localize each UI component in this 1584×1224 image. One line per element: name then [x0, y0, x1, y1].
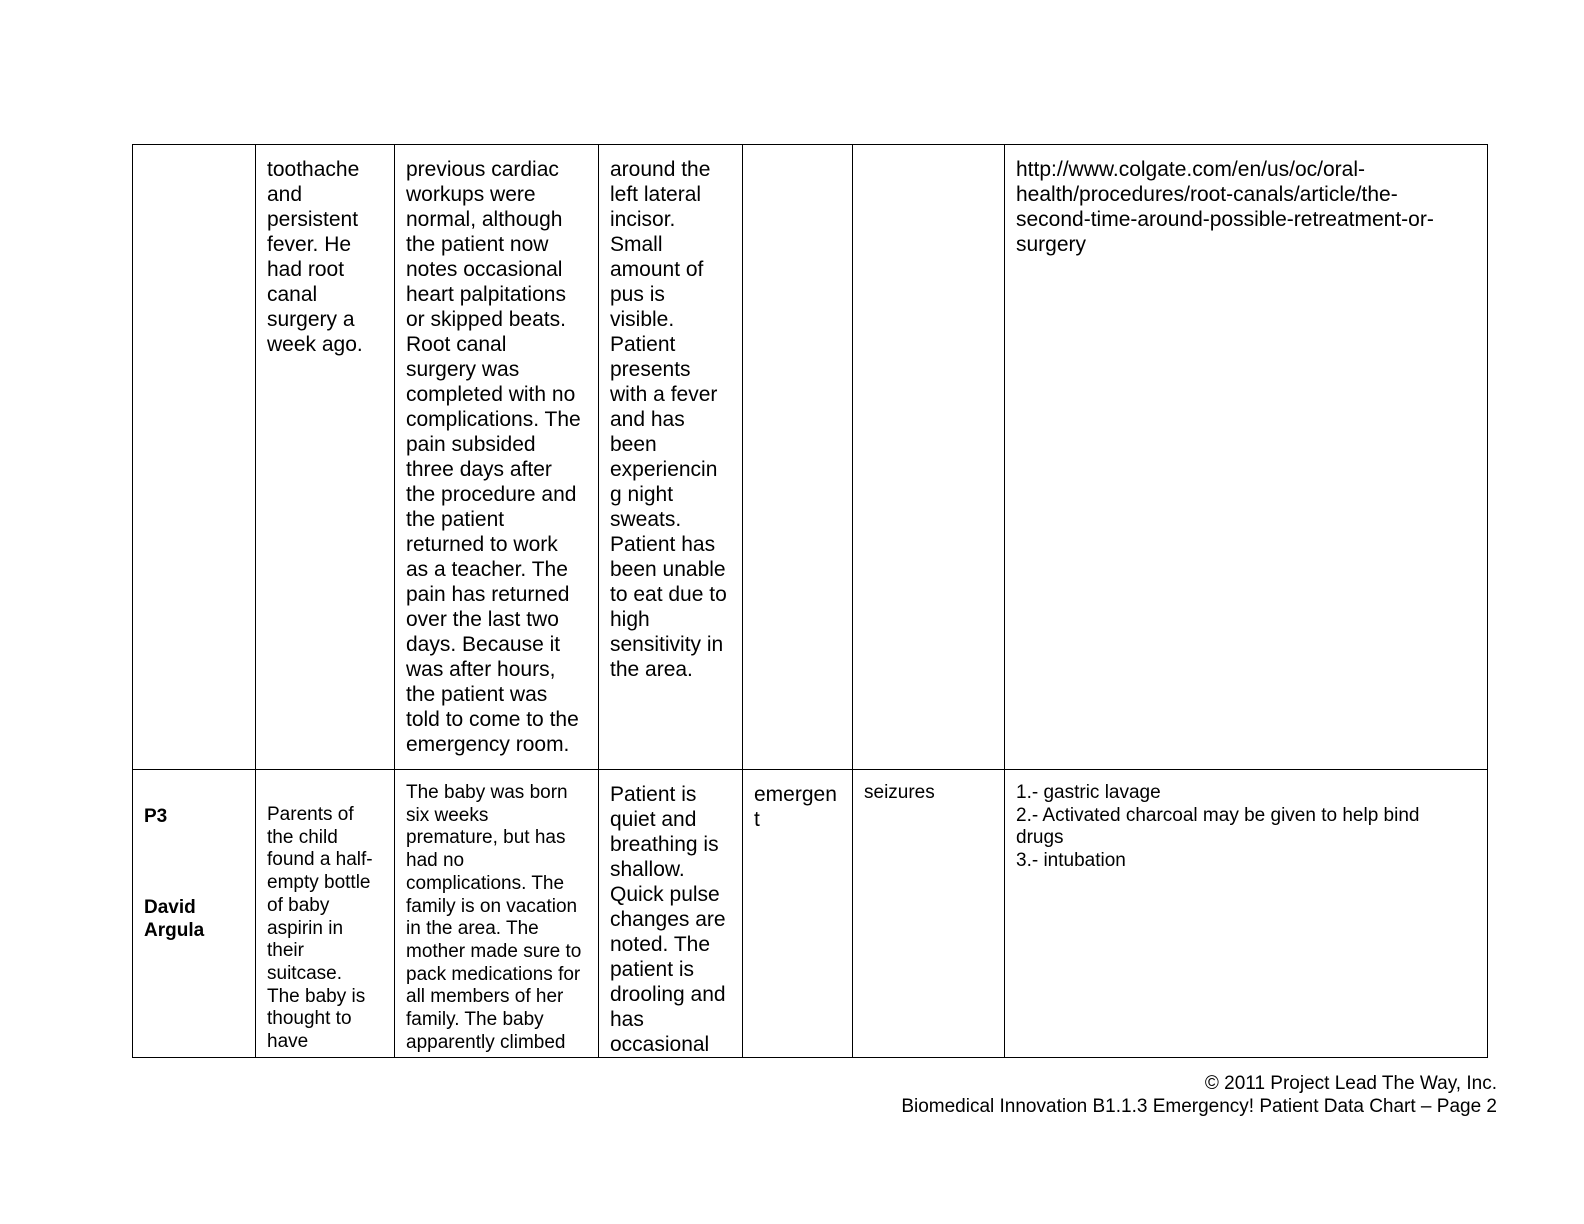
triage-cell — [743, 145, 853, 770]
patient-cell — [133, 145, 256, 770]
document-title: Biomedical Innovation B1.1.3 Emergency! Patient Data Chart – Page 2 — [901, 1096, 1497, 1117]
table-row — [133, 145, 1488, 770]
history-cell: previous cardiac workups were normal, although the patient now notes occasional heart palpitations or skipped beats. Root canal surgery was completed with no complications. The pain subsided three days after the procedure and the patient returned to work as a teacher. The pain has returned over the last two days. Because it was after hours, the patient was told to come to the emergency room. — [395, 145, 599, 770]
diagnosis-cell: seizures — [853, 770, 1005, 1058]
complaint-cell: Parents of the child found a half- empty bottle of baby aspirin in their suitcase. The baby is thought to have — [256, 770, 395, 1058]
history-cell: The baby was born six weeks premature, but has had no complications. The family is on vacation in the area. The mother made sure to pack medications for all members of her family. The baby apparently climbed — [395, 770, 599, 1058]
patient-id: P3 — [144, 806, 168, 827]
patient-name: David Argula — [144, 897, 205, 941]
patient-cell — [133, 770, 256, 1058]
symptoms-cell: Patient is quiet and breathing is shallow. Quick pulse changes are noted. The patient is drooling and has occasional — [599, 770, 743, 1058]
diagnosis-cell — [853, 145, 1005, 770]
page-footer — [901, 1072, 1497, 1118]
treatment-cell: http://www.colgate.com/en/us/oc/oral- health/procedures/root-canals/article/the- second-time-around-possible-retreatment-or- surgery — [1005, 145, 1488, 770]
copyright-text: © 2011 Project Lead The Way, Inc. — [1204, 1073, 1497, 1094]
treatment-cell: 1.- gastric lavage 2.- Activated charcoal may be given to help bind drugs 3.- intubation — [1005, 770, 1488, 1058]
complaint-cell: toothache and persistent fever. He had root canal surgery a week ago. — [256, 145, 395, 770]
symptoms-cell: around the left lateral incisor. Small amount of pus is visible. Patient presents with a fever and has been experiencin g night sweats. Patient has been unable to eat due to high sensitivity in the area. — [599, 145, 743, 770]
triage-cell: emergen t — [743, 770, 853, 1058]
table-row — [133, 770, 1488, 1058]
patient-data-chart — [132, 144, 1488, 1058]
